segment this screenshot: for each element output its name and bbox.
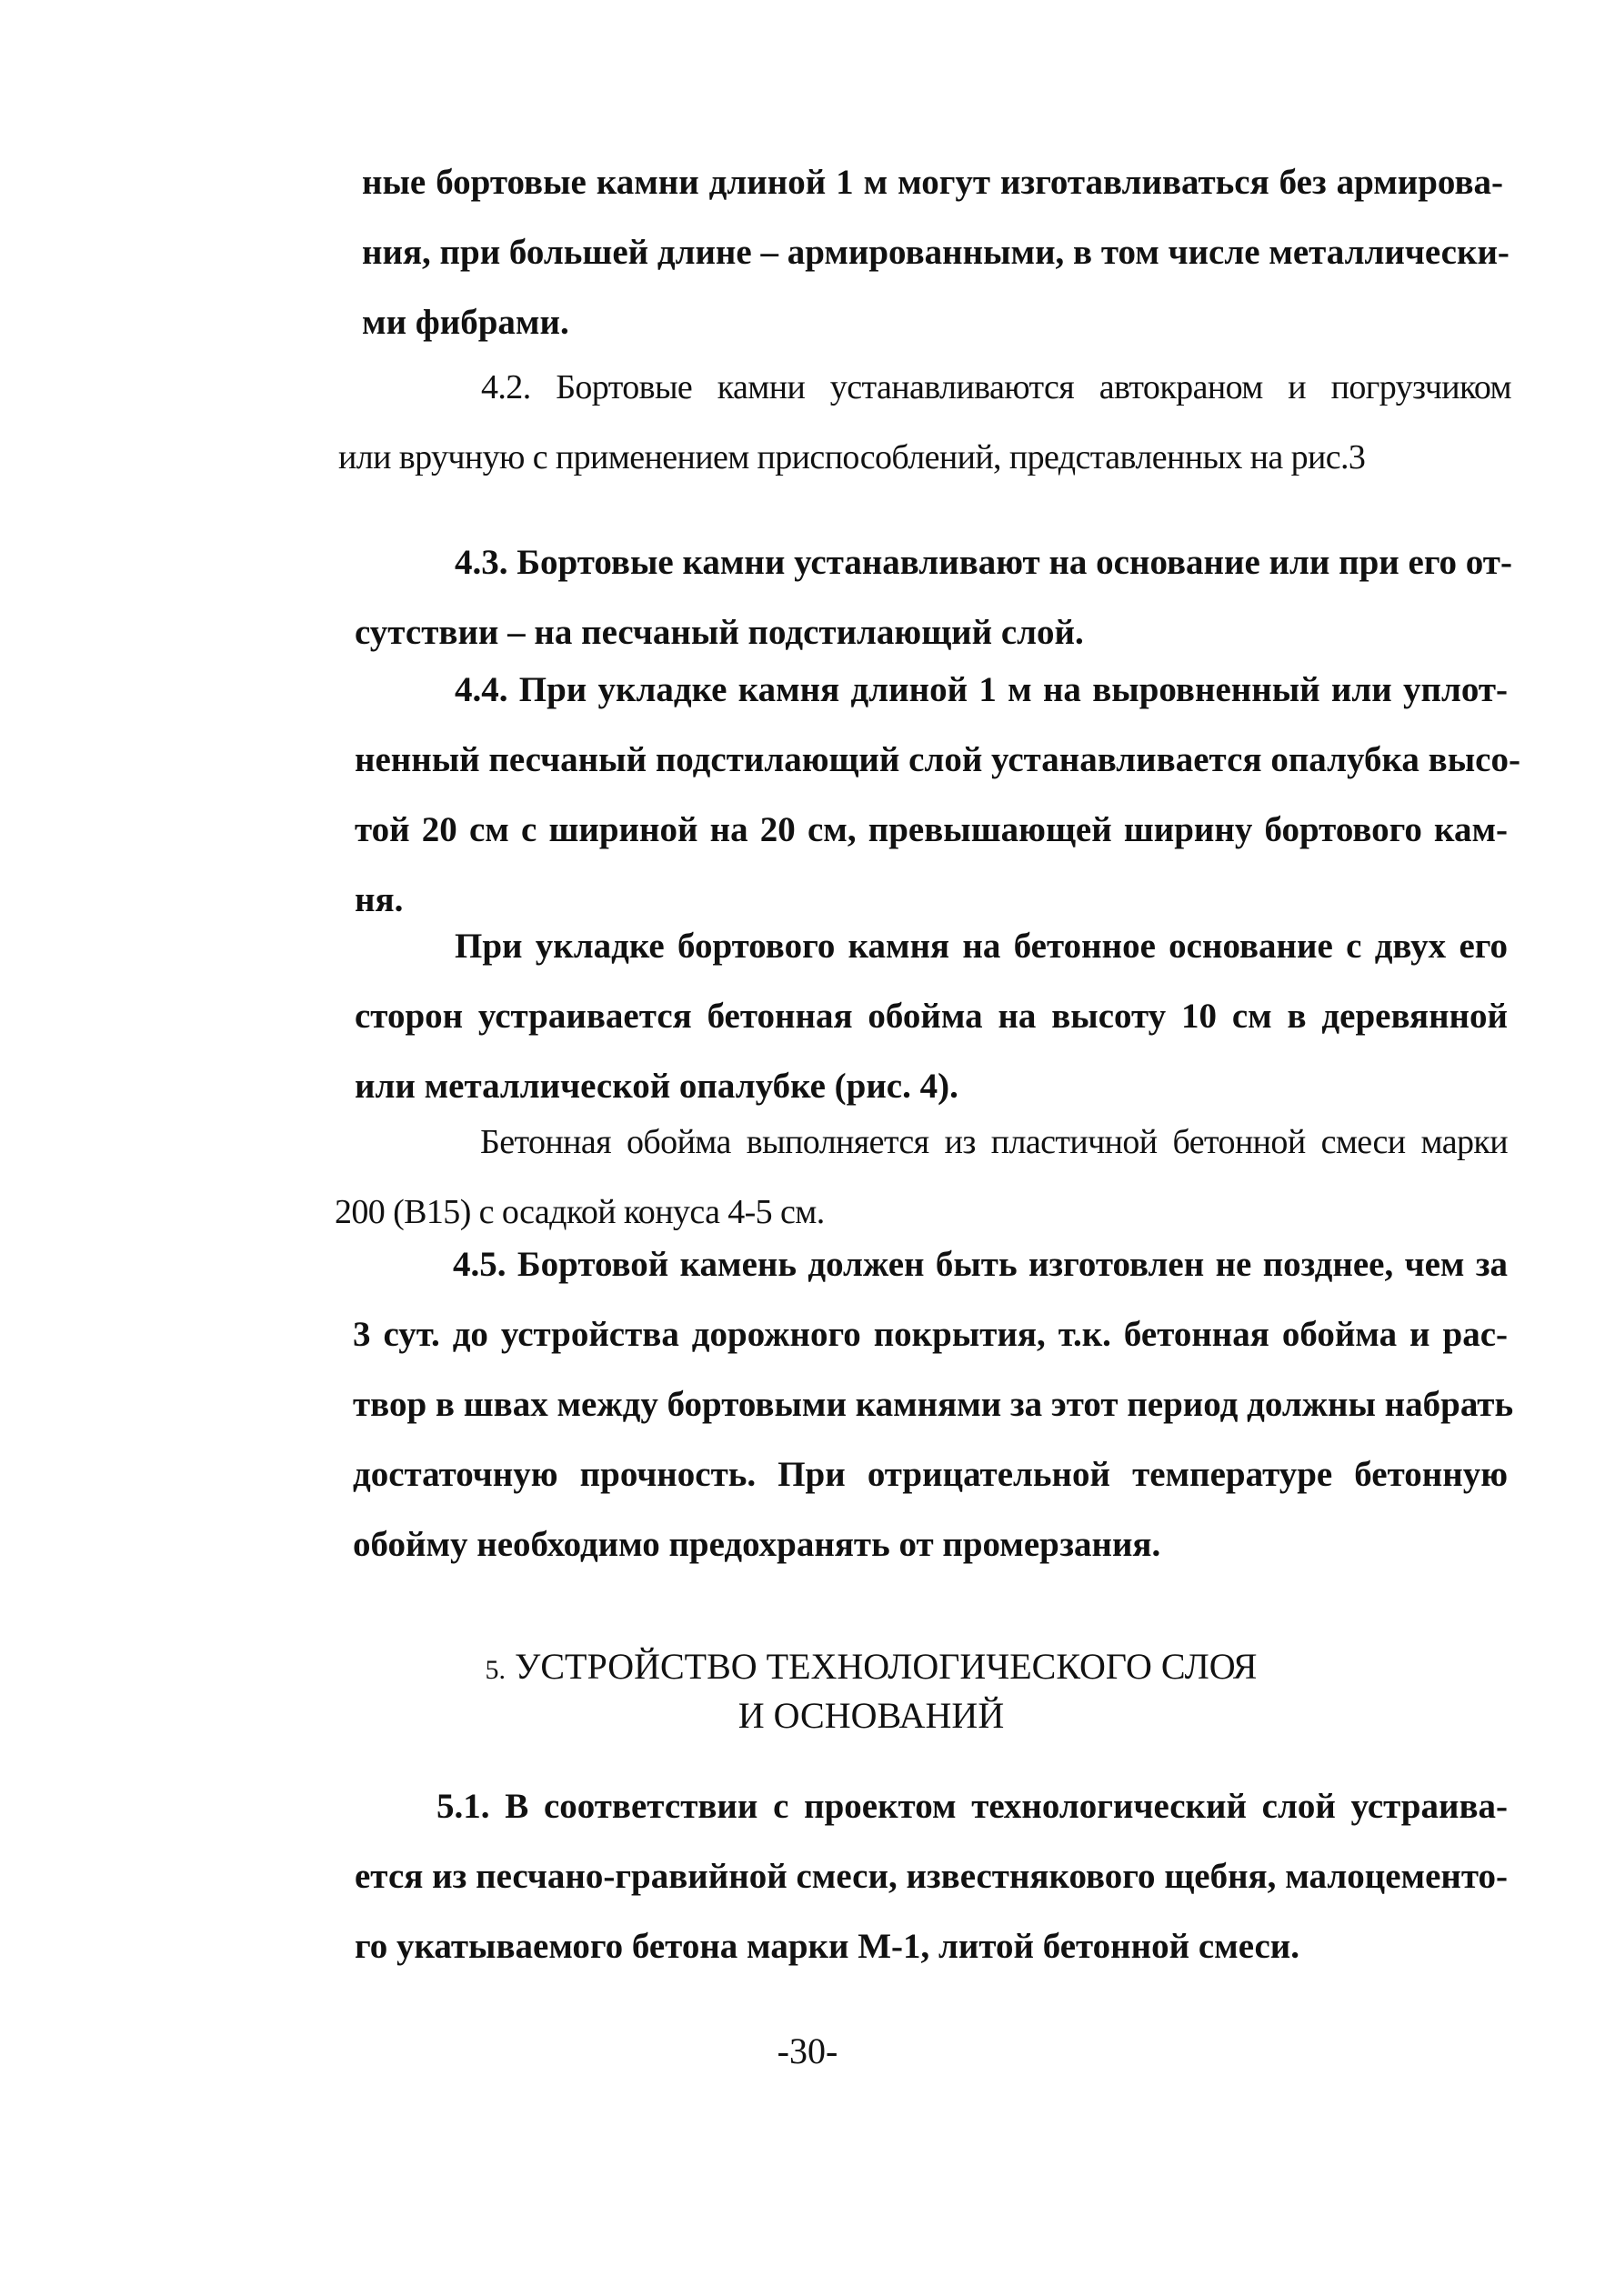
paragraph-concrete-mix	[335, 1108, 1508, 1248]
text-line: обойму необходимо предохранять от промерзания.	[353, 1525, 1161, 1564]
section-heading	[0, 1644, 1615, 1739]
text-line: го укатываемого бетона марки М-1, литой бетонной смеси.	[355, 1927, 1300, 1966]
text-line: достаточную прочность. При отрицательной температуре бетонную	[353, 1455, 1508, 1494]
text-line: ненный песчаный подстилающий слой устанавливается опалубка высо-	[355, 740, 1520, 779]
text-line: 4.4. При укладке камня длиной 1 м на выровненный или уплот-	[455, 670, 1508, 709]
paragraph-curb-reinforcement	[362, 147, 1510, 357]
text-line: твор в швах между бортовыми камнями за этот период должны набрать	[353, 1385, 1514, 1424]
text-line: Бетонная обойма выполняется из пластичной бетонной смеси марки	[480, 1123, 1508, 1161]
section-title-text: УСТРОЙСТВО ТЕХНОЛОГИЧЕСКОГО СЛОЯ	[515, 1646, 1258, 1687]
text-line: 5.1. В соответствии с проектом технологический слой устраива-	[436, 1787, 1508, 1826]
text-line: 200 (В15) с осадкой конуса 4-5 см.	[335, 1193, 825, 1231]
text-line: или металлической опалубке (рис. 4).	[355, 1067, 958, 1106]
text-line: 4.3. Бортовые камни устанавливают на основание или при его от-	[455, 543, 1512, 582]
paragraph-4-3	[355, 527, 1512, 667]
text-line: или вручную с применением приспособлений, представленных на рис.3	[338, 438, 1366, 476]
text-line: 4.5. Бортовой камень должен быть изготовлен не позднее, чем за	[453, 1245, 1508, 1284]
text-line: При укладке бортового камня на бетонное основание с двух его	[455, 927, 1508, 966]
paragraph-4-4	[355, 655, 1520, 935]
text-line: ные бортовые камни длиной 1 м могут изготавливаться без армирова-	[362, 163, 1503, 202]
text-line: ния, при большей длине – армированными, в том числе металлически-	[362, 233, 1510, 272]
text-line: ня.	[355, 880, 404, 919]
section-title-line-1	[127, 1644, 1615, 1693]
section-number: 5.	[485, 1655, 507, 1685]
text-line: ми фибрами.	[362, 303, 569, 342]
paragraph-4-2	[338, 353, 1511, 493]
paragraph-concrete-base	[355, 911, 1508, 1121]
text-line: ется из песчано-гравийной смеси, известнякового щебня, малоцементо-	[355, 1857, 1508, 1896]
paragraph-5-1	[355, 1771, 1508, 1981]
text-line: той 20 см с шириной на 20 см, превышающей ширину бортового кам-	[355, 810, 1508, 849]
text-line: 3 сут. до устройства дорожного покрытия, т.к. бетонная обойма и рас-	[353, 1315, 1508, 1354]
text-line: 4.2. Бортовые камни устанавливаются автокраном и погрузчиком	[481, 368, 1511, 406]
section-title-line-2: И ОСНОВАНИЙ	[737, 1695, 1005, 1736]
text-line: сторон устраивается бетонная обойма на высоту 10 см в деревянной	[355, 997, 1508, 1036]
page-number: -30-	[777, 2030, 838, 2071]
paragraph-4-5	[353, 1229, 1514, 1579]
text-line: сутствии – на песчаный подстилающий слой.	[355, 613, 1084, 652]
